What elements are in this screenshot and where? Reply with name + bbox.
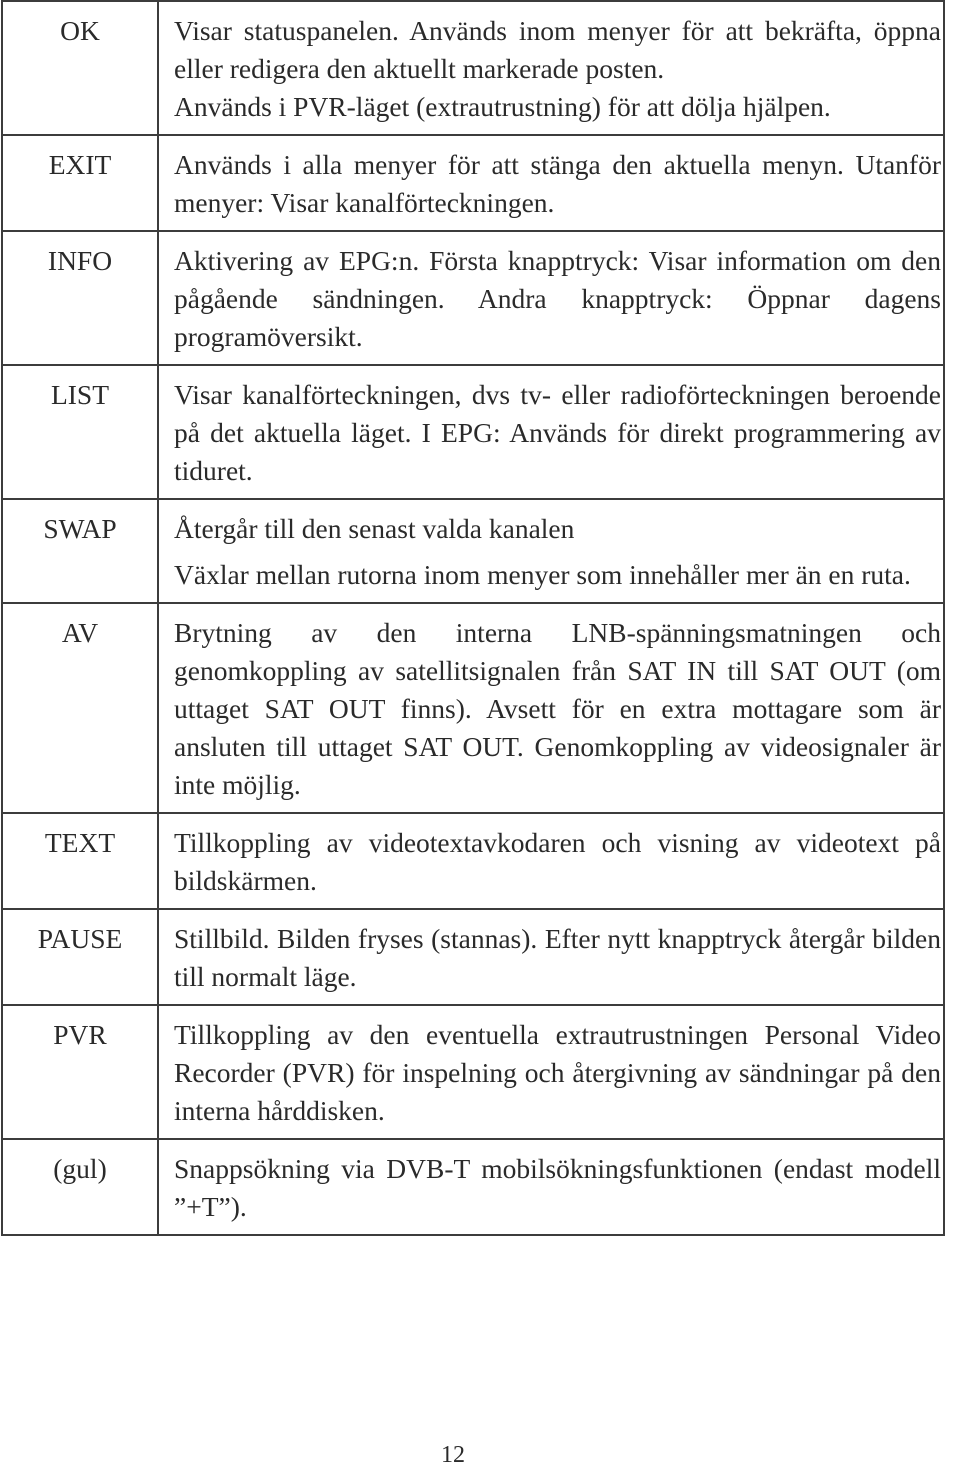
key-label: TEXT — [2, 813, 158, 909]
key-label: AV — [2, 603, 158, 813]
key-description — [158, 1, 944, 135]
description-paragraph: Snappsökning via DVB-T mobilsökningsfunktionen (endast modell ”+T”). — [174, 1153, 941, 1222]
description-paragraph: Stillbild. Bilden fryses (stannas). Efter nytt knapptryck återgår bilden till normalt läge. — [174, 923, 941, 992]
key-description — [158, 909, 944, 1005]
description-paragraph: Återgår till den senast valda kanalen — [174, 513, 575, 544]
table-row-pause — [2, 909, 944, 1005]
key-label: EXIT — [2, 135, 158, 231]
key-label: LIST — [2, 365, 158, 499]
description-paragraph: Visar statuspanelen. Används inom menyer för att bekräfta, öppna eller redigera den aktuellt markerade posten. — [174, 15, 941, 84]
description-paragraph: Brytning av den interna LNB-spänningsmatningen och genomkoppling av satellitsignalen från SAT IN till SAT OUT (om uttaget SAT OUT finns). Avsett för en extra mottagare som är ansluten till uttaget SAT OUT. Genomkoppling av videosignaler är inte möjlig. — [174, 617, 941, 800]
key-description — [158, 603, 944, 813]
remote-key-table — [1, 0, 945, 1236]
key-label: SWAP — [2, 499, 158, 603]
key-description — [158, 365, 944, 499]
description-paragraph: Växlar mellan rutorna inom menyer som innehåller mer än en ruta. — [174, 559, 911, 590]
table-row-av — [2, 603, 944, 813]
table-row-exit — [2, 135, 944, 231]
description-paragraph: Används i PVR-läget (extrautrustning) för att dölja hjälpen. — [174, 91, 831, 122]
key-description — [158, 135, 944, 231]
description-paragraph: Visar kanalförteckningen, dvs tv- eller radioförteckningen beroende på det aktuella läget. I EPG: Används för direkt programmering av tiduret. — [174, 379, 941, 486]
table-row-ok — [2, 1, 944, 135]
key-label: (gul) — [2, 1139, 158, 1235]
key-description — [158, 1005, 944, 1139]
description-paragraph: Aktivering av EPG:n. Första knapptryck: Visar information om den pågående sändningen. Andra knapptryck: Öppnar dagens programöversikt. — [174, 245, 941, 352]
table-row-pvr — [2, 1005, 944, 1139]
key-label: PAUSE — [2, 909, 158, 1005]
page-number: 12 — [441, 1442, 465, 1468]
key-description — [158, 231, 944, 365]
table-row-yellow — [2, 1139, 944, 1235]
key-description — [158, 1139, 944, 1235]
table-row-text — [2, 813, 944, 909]
key-label: INFO — [2, 231, 158, 365]
description-paragraph: Tillkoppling av den eventuella extrautrustningen Personal Video Recorder (PVR) för inspelning och återgivning av sändningar på den interna hårddisken. — [174, 1019, 941, 1126]
description-paragraph: Används i alla menyer för att stänga den aktuella menyn. Utanför menyer: Visar kanalförteckningen. — [174, 149, 941, 218]
key-label: PVR — [2, 1005, 158, 1139]
description-paragraph: Tillkoppling av videotextavkodaren och visning av videotext på bildskärmen. — [174, 827, 941, 896]
table-row-list — [2, 365, 944, 499]
table-row-info — [2, 231, 944, 365]
key-description — [158, 499, 944, 603]
table-row-swap — [2, 499, 944, 603]
key-label: OK — [2, 1, 158, 135]
key-description — [158, 813, 944, 909]
